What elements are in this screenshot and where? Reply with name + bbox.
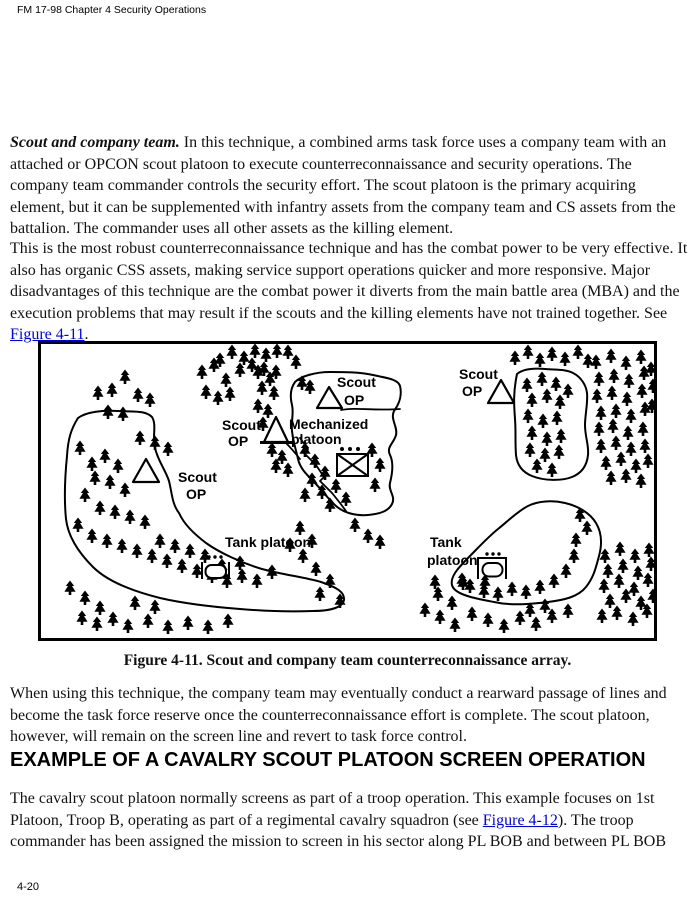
tree-icon	[446, 596, 457, 611]
tree-icon	[196, 365, 207, 380]
tree-icon	[541, 389, 552, 404]
tree-icon	[340, 492, 351, 507]
tree-icon	[548, 574, 559, 589]
tree-icon	[449, 618, 460, 633]
paragraph-scout-and-company-team	[10, 132, 689, 240]
tree-icon	[613, 574, 624, 589]
tree-icon	[506, 582, 517, 597]
tree-icon	[482, 613, 493, 628]
tree-icon	[374, 535, 385, 550]
tree-icon	[621, 392, 632, 407]
figure-4-11	[38, 341, 657, 641]
tree-icon	[369, 478, 380, 493]
tree-icon	[134, 431, 145, 446]
tree-icon	[551, 411, 562, 426]
scout-op-label: Scout	[337, 374, 376, 390]
tree-icon	[297, 549, 308, 564]
tree-icon	[104, 475, 115, 490]
tank-platoon-label: Tank platoon	[225, 534, 312, 550]
tree-icon	[541, 432, 552, 447]
tree-icon	[581, 521, 592, 536]
tree-icon	[629, 549, 640, 564]
tree-icon	[593, 372, 604, 387]
scout-op-label: Scout	[178, 469, 217, 485]
tree-icon	[251, 574, 262, 589]
tree-icon	[119, 370, 130, 385]
tree-icon	[598, 579, 609, 594]
figure-4-12-link[interactable]: Figure 4-12	[482, 811, 558, 829]
tree-icon	[94, 601, 105, 616]
figure-4-11-link[interactable]: Figure 4-11	[10, 326, 85, 344]
tree-icon	[643, 543, 654, 558]
tree-icon	[149, 436, 160, 451]
tree-icon	[622, 426, 633, 441]
scout-op-triangle-icon	[488, 380, 514, 403]
figure-caption: Figure 4-11. Scout and company team counterreconnaissance array.	[123, 652, 572, 669]
tree-icon	[64, 581, 75, 596]
tree-icon	[623, 374, 634, 389]
tree-icon	[124, 510, 135, 525]
tree-icon	[625, 409, 636, 424]
tree-icon	[260, 348, 271, 363]
tree-icon	[92, 386, 103, 401]
tree-icon	[139, 515, 150, 530]
tree-icon	[509, 351, 520, 366]
tree-icon	[627, 612, 638, 627]
tree-icon	[212, 391, 223, 406]
tree-icon	[86, 529, 97, 544]
tree-icon	[89, 471, 100, 486]
tree-icon	[226, 345, 237, 360]
tree-icon	[169, 539, 180, 554]
tree-icon	[282, 463, 293, 478]
tree-icon	[635, 474, 646, 489]
tree-icon	[132, 388, 143, 403]
tree-icon	[526, 393, 537, 408]
tree-icon	[86, 457, 97, 472]
tree-icon	[617, 559, 628, 574]
tree-icon	[119, 483, 130, 498]
tree-icon	[262, 404, 273, 419]
paragraph-text: .	[84, 326, 89, 344]
paragraph-text: The cavalry scout platoon normally screens as part of a troop operation. This example focuses on 1st Platoon, Troop B, operating as part of a regimental cavalry squadron (see	[10, 790, 655, 829]
tree-icon	[546, 463, 557, 478]
tree-icon	[200, 385, 211, 400]
tank-platoon-label: Tank	[430, 534, 462, 550]
scout-op-triangle-icon	[317, 387, 342, 408]
tree-icon	[79, 591, 90, 606]
mechanized-platoon-label: platoon	[291, 431, 342, 447]
tree-icon	[161, 554, 172, 569]
tree-icon	[514, 611, 525, 626]
tree-icon	[149, 600, 160, 615]
tree-icon	[636, 384, 647, 399]
tree-icon	[595, 406, 606, 421]
tree-icon	[429, 575, 440, 590]
tree-icon	[562, 384, 573, 399]
tree-icon	[314, 587, 325, 602]
tree-icon	[498, 619, 509, 634]
tree-icon	[466, 607, 477, 622]
tank-platoon-label: platoon	[427, 552, 478, 568]
tree-icon	[79, 488, 90, 503]
tree-icon	[268, 386, 279, 401]
tree-icon	[162, 442, 173, 457]
tree-icon	[614, 542, 625, 557]
tree-icon	[492, 587, 503, 602]
tree-icon	[593, 422, 604, 437]
tree-icon	[94, 501, 105, 516]
tree-icon	[605, 349, 616, 364]
tree-icon	[74, 441, 85, 456]
tree-icon	[271, 344, 282, 359]
tree-icon	[522, 409, 533, 424]
tree-icon	[220, 373, 231, 388]
tree-icon	[637, 422, 648, 437]
tree-icon	[91, 617, 102, 632]
tree-icon	[299, 488, 310, 503]
tree-icon	[590, 355, 601, 370]
paragraph-text: ). The troop commander has been assigned the mission to screen in his sector along PL BOB and between PL BOB	[10, 811, 667, 851]
figure-4-11-canvas	[38, 341, 657, 641]
tree-icon	[539, 448, 550, 463]
tree-icon	[434, 610, 445, 625]
tree-icon	[642, 454, 653, 469]
tree-icon	[224, 387, 235, 402]
tree-icon	[112, 459, 123, 474]
mech-platoon-symbol-icon	[337, 447, 368, 476]
tree-icon	[106, 383, 117, 398]
tree-icon	[568, 549, 579, 564]
tree-icon	[419, 603, 430, 618]
tree-icon	[530, 617, 541, 632]
paragraph-cavalry-screen-example	[10, 788, 689, 853]
tree-icon	[639, 439, 650, 454]
tree-icon	[550, 377, 561, 392]
scout-op-label: Scout	[222, 417, 261, 433]
tree-icon	[144, 393, 155, 408]
tree-icon	[611, 606, 622, 621]
tree-icon	[72, 518, 83, 533]
tree-icon	[628, 582, 639, 597]
tree-icon	[610, 404, 621, 419]
scout-op-label: OP	[228, 433, 249, 449]
page-header: FM 17-98 Chapter 4 Security Operations	[17, 4, 207, 16]
tree-icon	[582, 354, 593, 369]
paragraph-robust-technique	[10, 238, 689, 346]
tree-icon	[608, 369, 619, 384]
tree-icon	[560, 564, 571, 579]
section-heading: EXAMPLE OF A CAVALRY SCOUT PLATOON SCREEN OPERATION	[10, 749, 646, 771]
tree-icon	[349, 518, 360, 533]
tree-icon	[521, 378, 532, 393]
tree-icon	[559, 352, 570, 367]
tree-icon	[572, 345, 583, 360]
tree-icon	[266, 443, 277, 458]
page-number: 4-20	[17, 881, 40, 893]
tree-icon	[76, 611, 87, 626]
tank-platoon-symbol-icon	[478, 552, 506, 579]
tree-icon	[182, 616, 193, 631]
paragraph-rearward-passage: When using this technique, the company team may eventually conduct a rearward passage of lines and become the task force reserve once the counterreconnaissance effort is complete. The scout platoon, however, will remain on the screen line and revert to task force control.	[10, 685, 667, 746]
tree-icon	[222, 614, 233, 629]
tree-icon	[202, 620, 213, 635]
tree-icon	[632, 566, 643, 581]
tree-icon	[101, 534, 112, 549]
tree-icon	[534, 353, 545, 368]
tree-icon	[546, 609, 557, 624]
tree-icon	[536, 372, 547, 387]
scout-op-label: Scout	[459, 366, 498, 382]
scout-op-label: OP	[462, 383, 483, 399]
tree-icon	[146, 549, 157, 564]
tree-icon	[615, 452, 626, 467]
tree-icon	[117, 407, 128, 422]
tree-icon	[249, 344, 260, 359]
paragraph-text: This is the most robust counterreconnaissance technique and has the combat power to be very effective. It also has organic CSS assets, making service support operations quicker and more responsive. Major disadvantages of this technique are the combat power it diverts from the main battle area (MBA) and the execution problems that may result if the scouts and the killing elements have not trained together. See	[10, 240, 688, 322]
tree-icon	[522, 345, 533, 360]
tree-icon	[600, 456, 611, 471]
scout-op-label: OP	[344, 392, 365, 408]
scout-op-triangle-icon	[133, 459, 159, 482]
tree-icon	[553, 445, 564, 460]
tree-icon	[596, 609, 607, 624]
tree-icon	[294, 521, 305, 536]
tree-icon	[635, 350, 646, 365]
paragraph-text: In this technique, a combined arms task force uses a company team with an attached or OPCON scout platoon to execute counterreconnaissance and security operations. The company team commander controls the security effort. The scout platoon is the primary acquiring element, but it can be supplemented with infantry assets from the company team and CS assets from the battalion. The commander uses all other assets as the killing element.	[10, 134, 676, 238]
tree-icon	[570, 533, 581, 548]
tree-icon	[176, 559, 187, 574]
tree-icon	[99, 449, 110, 464]
tree-icon	[310, 562, 321, 577]
tree-icon	[625, 442, 636, 457]
tree-icon	[324, 574, 335, 589]
tree-icon	[282, 345, 293, 360]
tree-icon	[526, 426, 537, 441]
tree-icon	[330, 479, 341, 494]
tree-icon	[252, 399, 263, 414]
tree-icon	[296, 376, 307, 391]
tree-icon	[236, 569, 247, 584]
tree-icon	[290, 355, 301, 370]
tree-icon	[520, 585, 531, 600]
tree-icon	[642, 573, 653, 588]
paragraph-lead-in: Scout and company team.	[10, 134, 180, 151]
tree-icon	[524, 443, 535, 458]
tree-icon	[116, 539, 127, 554]
tree-icon	[606, 386, 617, 401]
tree-icon	[362, 529, 373, 544]
tree-icon	[142, 614, 153, 629]
tree-icon	[131, 544, 142, 559]
tree-icon	[610, 436, 621, 451]
tree-icon	[620, 469, 631, 484]
tree-icon	[562, 604, 573, 619]
boundary-line	[341, 409, 400, 410]
tree-icon	[607, 419, 618, 434]
tree-icon	[537, 414, 548, 429]
tree-icon	[531, 459, 542, 474]
tree-icon	[546, 347, 557, 362]
tree-icon	[555, 429, 566, 444]
tree-icon	[602, 564, 613, 579]
mechanized-platoon-label: Mechanized	[289, 416, 369, 432]
tree-icon	[630, 459, 641, 474]
tree-icon	[374, 458, 385, 473]
tree-icon	[620, 356, 631, 371]
tree-icon	[605, 471, 616, 486]
tree-icon	[154, 534, 165, 549]
tree-icon	[595, 439, 606, 454]
scout-op-label: OP	[186, 486, 207, 502]
tree-icon	[122, 619, 133, 634]
tree-icon	[107, 612, 118, 627]
tree-icon	[534, 580, 545, 595]
tree-icon	[129, 596, 140, 611]
tree-icon	[162, 620, 173, 635]
scout-op-triangle-icon	[264, 417, 288, 442]
tree-icon	[109, 505, 120, 520]
tree-icon	[604, 594, 615, 609]
tree-icon	[191, 564, 202, 579]
tree-icon	[184, 544, 195, 559]
tree-icon	[554, 395, 565, 410]
tree-icon	[591, 389, 602, 404]
tree-icon	[539, 599, 550, 614]
